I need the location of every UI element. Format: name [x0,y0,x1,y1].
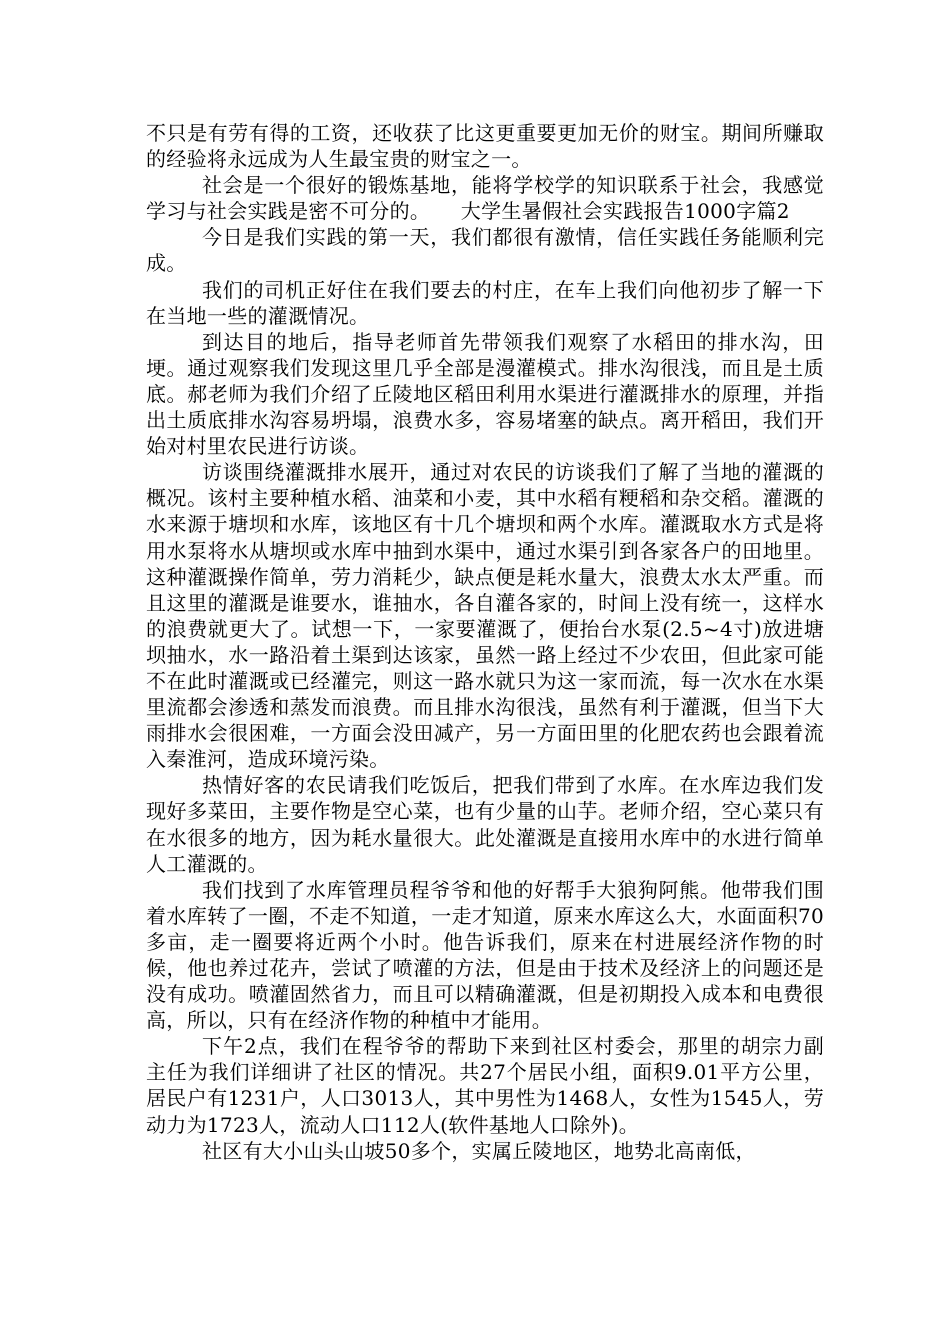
paragraph-continued: 不只是有劳有得的工资，还收获了比这更重要更加无价的财宝。期间所赚取的经验将永远成为人生最宝贵的财宝之一。 [146,121,824,172]
paragraph: 社会是一个很好的锻炼基地，能将学校学的知识联系于社会，我感觉学习与社会实践是密不可分的。 大学生暑假社会实践报告1000字篇2 [146,173,824,224]
document-body [146,120,824,1164]
paragraph: 热情好客的农民请我们吃饭后，把我们带到了水库。在水库边我们发现好多菜田，主要作物是空心菜，也有少量的山芋。老师介绍，空心菜只有在水很多的地方，因为耗水量很大。此处灌溉是直接用水库中的水进行简单人工灌溉的。 [146,773,824,876]
paragraph: 访谈围绕灌溉排水展开，通过对农民的访谈我们了解了当地的灌溉的概况。该村主要种植水稻、油菜和小麦，其中水稻有粳稻和杂交稻。灌溉的水来源于塘坝和水库，该地区有十几个塘坝和两个水库。灌溉取水方式是将用水泵将水从塘坝或水库中抽到水渠中，通过水渠引到各家各户的田地里。这种灌溉操作简单，劳力消耗少，缺点便是耗水量大，浪费太水太严重。而且这里的灌溉是谁要水，谁抽水，各自灌各家的，时间上没有统一，这样水的浪费就更大了。试想一下，一家要灌溉了，便抬台水泵(2.5~4寸)放进塘坝抽水，水一路沿着土渠到达该家，虽然一路上经过不少农田，但此家可能不在此时灌溉或已经灌完，则这一路水就只为这一家而流，每一次水在水渠里流都会渗透和蒸发而浪费。而且排水沟很浅，虽然有利于灌溉，但当下大雨排水会很困难，一方面会没田减产，另一方面田里的化肥农药也会跟着流入秦淮河，造成环境污染。 [146,460,824,772]
paragraph: 社区有大小山头山坡50多个，实属丘陵地区，地势北高南低， [202,1138,756,1163]
paragraph: 我们的司机正好住在我们要去的村庄，在车上我们向他初步了解一下在当地一些的灌溉情况。 [146,277,824,328]
paragraph: 我们找到了水库管理员程爷爷和他的好帮手大狼狗阿熊。他带我们围着水库转了一圈，不走不知道，一走才知道，原来水库这么大，水面面积70多亩，走一圈要将近两个小时。他告诉我们，原来在村进展经济作物的时候，他也养过花卉，尝试了喷灌的方法，但是由于技术及经济上的问题还是没有成功。喷灌固然省力，而且可以精确灌溉，但是初期投入成本和电费很高，所以，只有在经济作物的种植中才能用。 [146,877,824,1033]
paragraph: 今日是我们实践的第一天，我们都很有激情，信任实践任务能顺利完成。 [146,225,824,276]
paragraph: 下午2点，我们在程爷爷的帮助下来到社区村委会，那里的胡宗力副主任为我们详细讲了社区的情况。共27个居民小组，面积9.01平方公里，居民户有1231户，人口3013人，其中男性为1468人，女性为1545人，劳动力为1723人，流动人口112人(软件基地人口除外)。 [146,1034,824,1137]
paragraph: 到达目的地后，指导老师首先带领我们观察了水稻田的排水沟，田埂。通过观察我们发现这里几乎全部是漫灌模式。排水沟很浅，而且是土质底。郝老师为我们介绍了丘陵地区稻田利用水渠进行灌溉排水的原理，并指出土质底排水沟容易坍塌，浪费水多，容易堵塞的缺点。离开稻田，我们开始对村里农民进行访谈。 [146,329,824,459]
